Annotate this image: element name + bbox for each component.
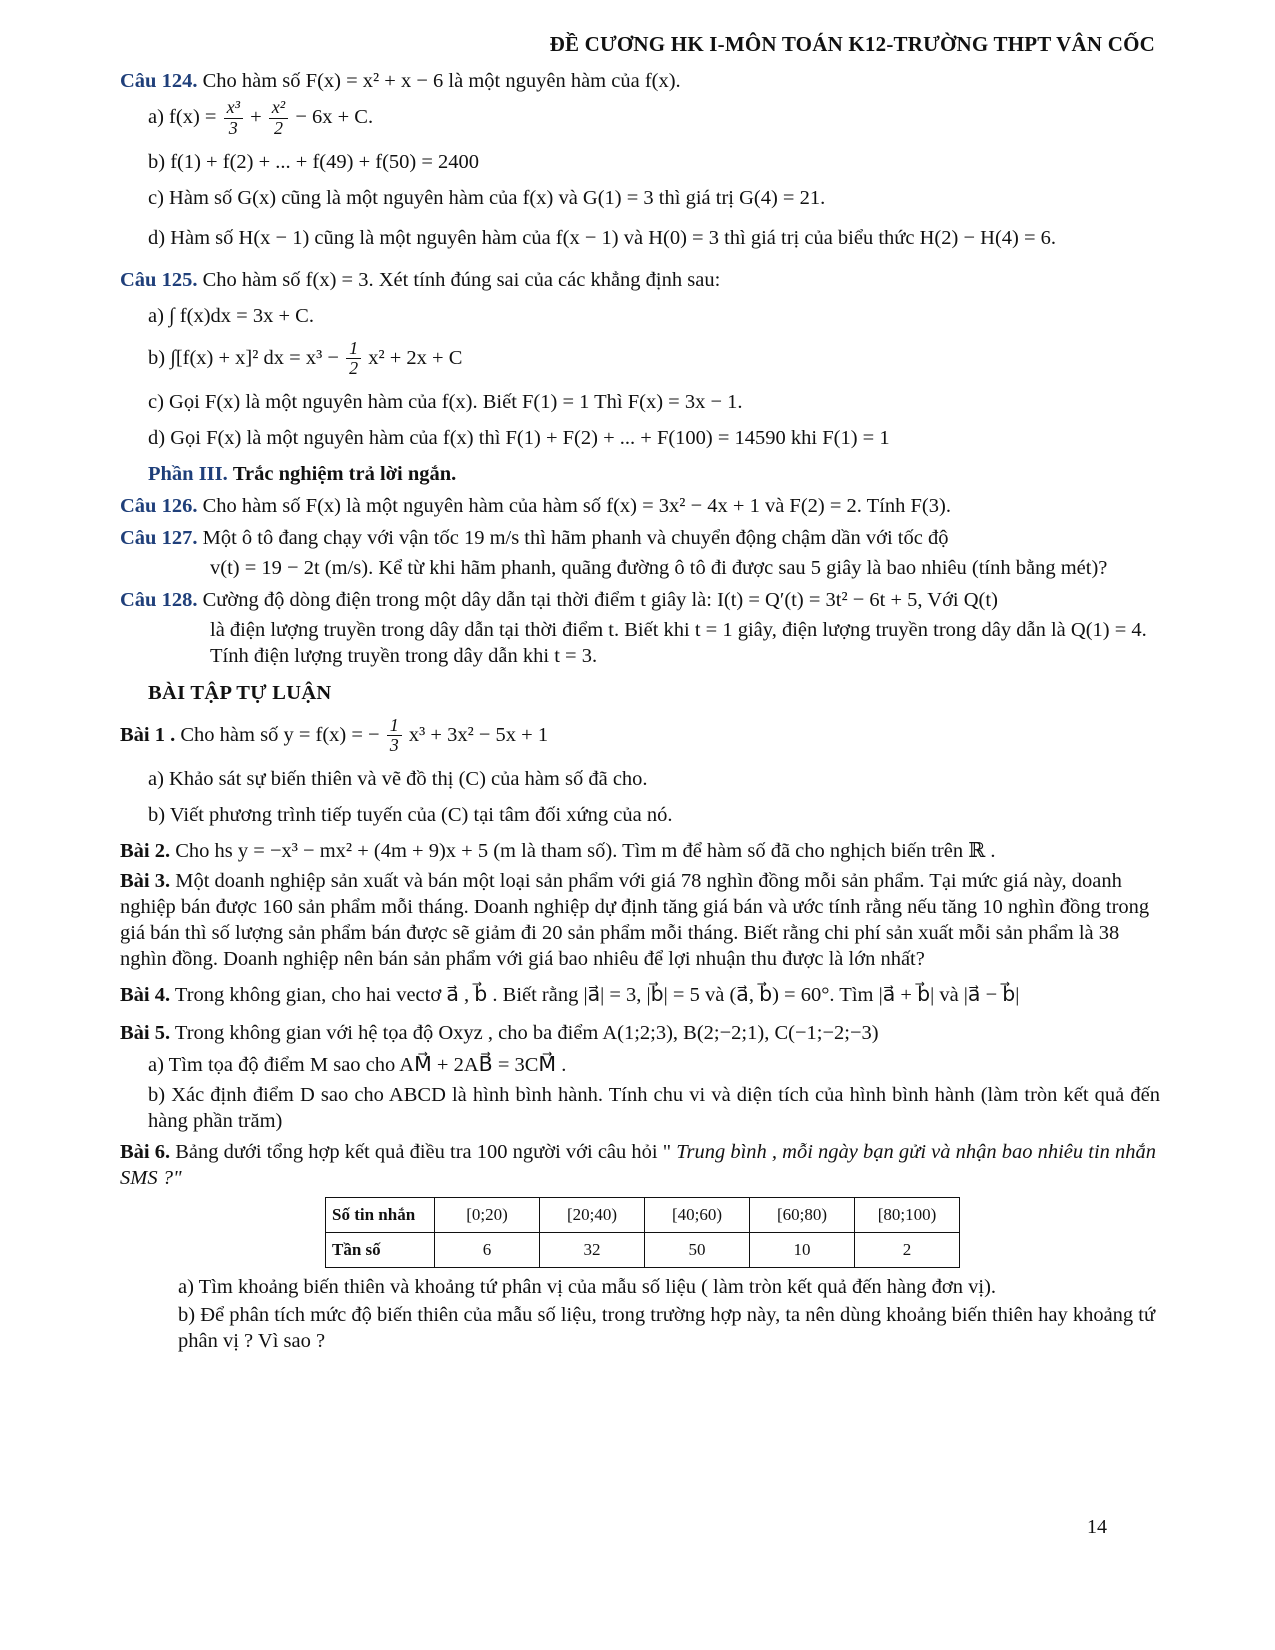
option-a: a) ∫ f(x)dx = 3x + C. <box>148 304 314 327</box>
fraction: $\frac{1}{3}$ <box>387 716 402 757</box>
question-label: Câu 127. <box>120 527 198 550</box>
table-cell: 10 <box>750 1232 855 1267</box>
question-label: Câu 125. <box>120 268 198 291</box>
row-header: Số tin nhắn <box>326 1197 435 1232</box>
table-cell: [80;100) <box>855 1197 960 1232</box>
sms-frequency-table <box>325 1197 960 1268</box>
question-label: Câu 124. <box>120 70 198 92</box>
table-cell: [60;80) <box>750 1197 855 1232</box>
question-126: Câu 126. Cho hàm số F(x) là một nguyên hàm của hàm số f(x) = 3x² − 4x + 1 và F(2) = 2. Tính F(3). <box>120 495 951 518</box>
table-cell: 50 <box>645 1232 750 1267</box>
question-125 <box>120 267 1160 293</box>
table-cell: 32 <box>540 1232 645 1267</box>
exercise-5-a: a) Tìm tọa độ điểm M sao cho AM⃗ + 2AB⃗ = 3CM⃗ . <box>148 1054 567 1077</box>
table-row <box>326 1232 960 1267</box>
option-c: c) Gọi F(x) là một nguyên hàm của f(x). Biết F(1) = 1 Thì F(x) = 3x − 1. <box>148 391 743 414</box>
question-stem: Cho hàm số f(x) = 3. Xét tính đúng sai của các khẳng định sau: <box>202 268 721 291</box>
option-b: b) ∫[f(x) + x]² dx = x³ − $\frac{1}{2}$ x² + 2x + C <box>148 337 463 379</box>
table-cell: [20;40) <box>540 1197 645 1232</box>
option-a: a) f(x) = $\frac{\text{x³}}{3}$ + $\frac{\text{x²}}{2}$ − 6x + C. <box>148 97 374 138</box>
question-124 <box>120 68 1160 94</box>
fraction: $\frac{1}{2}$ <box>346 339 361 380</box>
exercise-2: Bài 2. Cho hs y = −x³ − mx² + (4m + 9)x + 5 (m là tham số). Tìm m để hàm số đã cho nghịch biến trên ℝ . <box>120 840 996 863</box>
exercise-1-a: a) Khảo sát sự biến thiên và vẽ đồ thị (C) của hàm số đã cho. <box>148 768 648 791</box>
table-cell: 2 <box>855 1232 960 1267</box>
page-header: ĐỀ CƯƠNG HK I-MÔN TOÁN K12-TRƯỜNG THPT VÂN CỐC <box>549 32 1155 56</box>
question-127: Câu 127. Một ô tô đang chạy với vận tốc 19 m/s thì hãm phanh và chuyển động chậm dần với tốc độ v(t) = 19 − 2t (m/s). Kể từ khi hãm phanh, quãng đường ô tô đi được sau 5 giây là bao nhiêu (tính bằng mét)? <box>120 527 1108 580</box>
section-heading-part-3: Phần III. Trắc nghiệm trả lời ngắn. <box>148 463 457 486</box>
fraction: $\frac{\text{x²}}{2}$ <box>269 98 288 139</box>
question-label: Câu 128. <box>120 589 198 612</box>
row-header: Tần số <box>326 1232 435 1267</box>
exercise-6: Bài 6. Bảng dưới tổng hợp kết quả điều tra 100 người với câu hỏi " Trung bình , mỗi ngày bạn gửi và nhận bao nhiêu tin nhắn SMS ?" <box>120 1140 1157 1189</box>
table-cell: [0;20) <box>435 1197 540 1232</box>
exercise-label: Bài 5. <box>120 1022 171 1045</box>
exercise-label: Bài 4. <box>120 984 171 1007</box>
option-c: c) Hàm số G(x) cũng là một nguyên hàm của f(x) và G(1) = 3 thì giá trị G(4) = 21. <box>148 186 826 209</box>
table-row <box>326 1197 960 1232</box>
exercise-label: Bài 1 . <box>120 723 176 746</box>
essay-section-title: BÀI TẬP TỰ LUẬN <box>148 681 332 704</box>
option-d: d) Gọi F(x) là một nguyên hàm của f(x) thì F(1) + F(2) + ... + F(100) = 14590 khi F(1) = 1 <box>148 427 890 450</box>
page-content <box>120 62 1160 1356</box>
exercise-1: Bài 1 . Cho hàm số y = f(x) = − $\frac{1}{3}$ x³ + 3x² − 5x + 1 <box>120 714 549 756</box>
exercise-6-a: a) Tìm khoảng biến thiên và khoảng tứ phân vị của mẫu số liệu ( làm tròn kết quả đến hàng đơn vị). <box>178 1275 997 1298</box>
exercise-3: Bài 3. Một doanh nghiệp sản xuất và bán một loại sản phẩm với giá 78 nghìn đồng mỗi sản phẩm. Tại mức giá này, doanh nghiệp bán được 160 sản phẩm mỗi tháng. Doanh nghiệp dự định tăng giá bán và ước tính rằng nếu tăng 10 nghìn đồng trong giá bán thì số lượng sản phẩm bán được sẽ giảm đi 20 sản phẩm mỗi tháng. Biết rằng chi phí sản xuất mỗi sản phẩm là 38 nghìn đồng. Doanh nghiệp nên bán sản phẩm với giá bao nhiêu để lợi nhuận thu được là lớn nhất? <box>120 870 1150 971</box>
question-128: Câu 128. Cường độ dòng điện trong một dây dẫn tại thời điểm t giây là: I(t) = Q′(t) = 3t² − 6t + 5, Với Q(t) là điện lượng truyền trong dây dẫn tại thời điểm t. Biết khi t = 1 giây, điện lượng truyền trong dây dẫn là Q(1) = 4. Tính điện lượng truyền trong dây dẫn khi t = 3. <box>120 589 1147 668</box>
question-label: Câu 126. <box>120 495 198 518</box>
option-d: d) Hàm số H(x − 1) cũng là một nguyên hàm của f(x − 1) và H(0) = 3 thì giá trị của biểu thức H(2) − H(4) = 6. <box>148 226 1057 249</box>
table-cell: [40;60) <box>645 1197 750 1232</box>
exercise-6-b: b) Để phân tích mức độ biến thiên của mẫu số liệu, trong trường hợp này, ta nên dùng khoảng biến thiên hay khoảng tứ phân vị ? Vì sao ? <box>178 1303 1156 1352</box>
fraction: $\frac{\text{x³}}{3}$ <box>224 98 243 139</box>
exercise-1-b: b) Viết phương trình tiếp tuyến của (C) tại tâm đối xứng của nó. <box>148 804 673 827</box>
exercise-5-b: b) Xác định điểm D sao cho ABCD là hình bình hành. Tính chu vi và diện tích của hình bình hành (làm tròn kết quả đến hàng phần trăm) <box>148 1084 1160 1133</box>
exercise-5: Bài 5. Trong không gian với hệ tọa độ Oxyz , cho ba điểm A(1;2;3), B(2;−2;1), C(−1;−2;−3) <box>120 1022 879 1045</box>
exercise-label: Bài 6. <box>120 1140 171 1163</box>
exercise-label: Bài 2. <box>120 840 171 863</box>
option-b: b) f(1) + f(2) + ... + f(49) + f(50) = 2400 <box>148 150 480 173</box>
page-number: 14 <box>1087 1516 1107 1538</box>
table-cell: 6 <box>435 1232 540 1267</box>
question-stem: Cho hàm số F(x) = x² + x − 6 là một nguyên hàm của f(x). <box>202 70 681 92</box>
exercise-label: Bài 3. <box>120 870 171 893</box>
exercise-4: Bài 4. Trong không gian, cho hai vectơ a⃗ , b⃗ . Biết rằng |a⃗| = 3, |b⃗| = 5 và (a⃗, b⃗) = 60°. Tìm |a⃗ + b⃗| và |a⃗ − b⃗| <box>120 984 1020 1007</box>
